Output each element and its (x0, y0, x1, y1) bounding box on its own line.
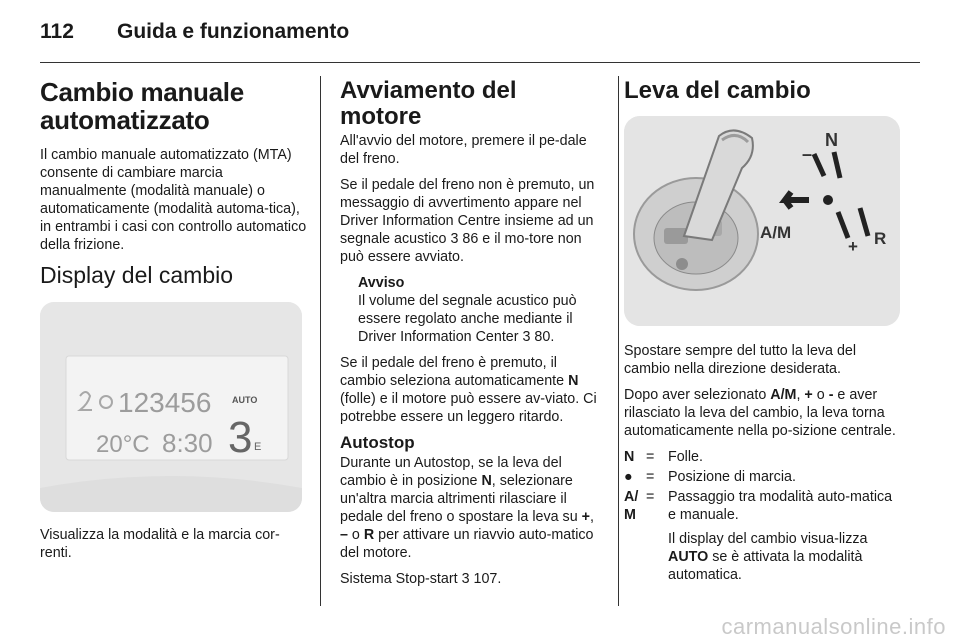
legend-extra: Il display del cambio visua-lizza AUTO se è attivata la modalità automatica. (668, 531, 868, 583)
lever-label-minus: – (802, 144, 813, 164)
column-left (40, 72, 308, 570)
watermark: carmanualsonline.info (721, 614, 946, 639)
section-title: Guida e funzionamento (117, 20, 350, 43)
engine-start-heading: Avviamento del motore (340, 77, 517, 130)
page-title: Cambio manuale automatizzato (40, 77, 244, 135)
display-time: 8:30 (162, 428, 213, 458)
legend-row: ● = Posizione di marcia. (624, 468, 904, 486)
display-caption: Visualizza la modalità e la marcia cor-renti. (40, 527, 280, 561)
note-body: Il volume del segnale acustico può essere regolato anche mediante il Driver Information Center 3 80. (358, 293, 577, 345)
legend-key: N (624, 449, 635, 465)
page-ref-icon: 3 (522, 329, 531, 345)
stop-start-reference: Sistema Stop-start 3 107. (340, 571, 502, 587)
display-heading: Display del cambio (40, 262, 234, 288)
transmission-display-image (40, 302, 302, 512)
note-title: Avviso (358, 275, 405, 291)
legend-value: Passaggio tra modalità auto-matica e manuale. (668, 489, 893, 523)
header-rule (40, 62, 920, 63)
page-ref-icon: 3 (450, 231, 459, 247)
display-gear-sub: E (254, 441, 262, 453)
lever-p2: Dopo aver selezionato A/M, + o - e aver rilasciato la leva del cambio, la leva torna automaticamente nella po-sizione centrale. (624, 387, 896, 439)
intro-paragraph: Il cambio manuale automatizzato (MTA) consente di cambiare marcia manualmente (modalità manuale) o automaticamente (modalità automa-tica), in entrambi i casi con controllo automatico della frizione. (40, 147, 307, 253)
legend-row: N = Folle. (624, 448, 904, 466)
engine-start-p1: All'avvio del motore, premere il pe-dale del freno. (340, 133, 587, 167)
autostop-paragraph: Durante un Autostop, se la leva del cambio è in posizione N, selezionare un'altra marcia altrimenti rilasciare il pedale del freno o spostare la leva su +, – o R per attivare un riavvio auto-matico del motore. (340, 455, 594, 561)
engine-start-p3: Se il pedale del freno è premuto, il cambio seleziona automaticamente N (folle) e il motore può essere av-viato. Ci potrebbe essere un leggero ritardo. (340, 355, 597, 425)
page-header (40, 14, 920, 54)
legend-key: A/M (624, 489, 639, 523)
autostop-heading: Autostop (340, 433, 415, 452)
legend-value: Folle. (668, 449, 703, 465)
display-auto-label: AUTO (232, 395, 258, 405)
lever-legend (624, 448, 904, 584)
lever-label-r: R (874, 229, 887, 248)
lever-label-plus: + (848, 237, 858, 256)
lever-label-am: A/M (760, 223, 792, 242)
column-divider (320, 76, 321, 606)
display-temperature: 20°C (96, 431, 150, 458)
legend-row: A/M = Passaggio tra modalità auto-matica e manuale. (624, 488, 904, 524)
note-box (358, 274, 604, 346)
gear-lever-image (624, 116, 900, 326)
legend-key-dot-icon: ● (624, 469, 633, 485)
legend-value: Posizione di marcia. (668, 469, 796, 485)
display-digits: 123456 (118, 387, 212, 418)
gear-lever-heading: Leva del cambio (624, 77, 811, 104)
page-number: 112 (40, 20, 74, 43)
engine-start-p2: Se il pedale del freno non è premuto, un messaggio di avvertimento appare nel Driver Information Centre insieme ad un segnale acustico 3 86 e il mo-tore non può essere avviato. (340, 177, 595, 265)
lever-p1: Spostare sempre del tutto la leva del cambio nella direzione desiderata. (624, 343, 857, 377)
column-right (624, 72, 904, 584)
page-ref-icon: 3 (461, 571, 470, 587)
column-divider (618, 76, 619, 606)
lever-label-n: N (825, 130, 838, 150)
display-gear: 3 (228, 413, 253, 462)
column-middle (340, 72, 604, 596)
